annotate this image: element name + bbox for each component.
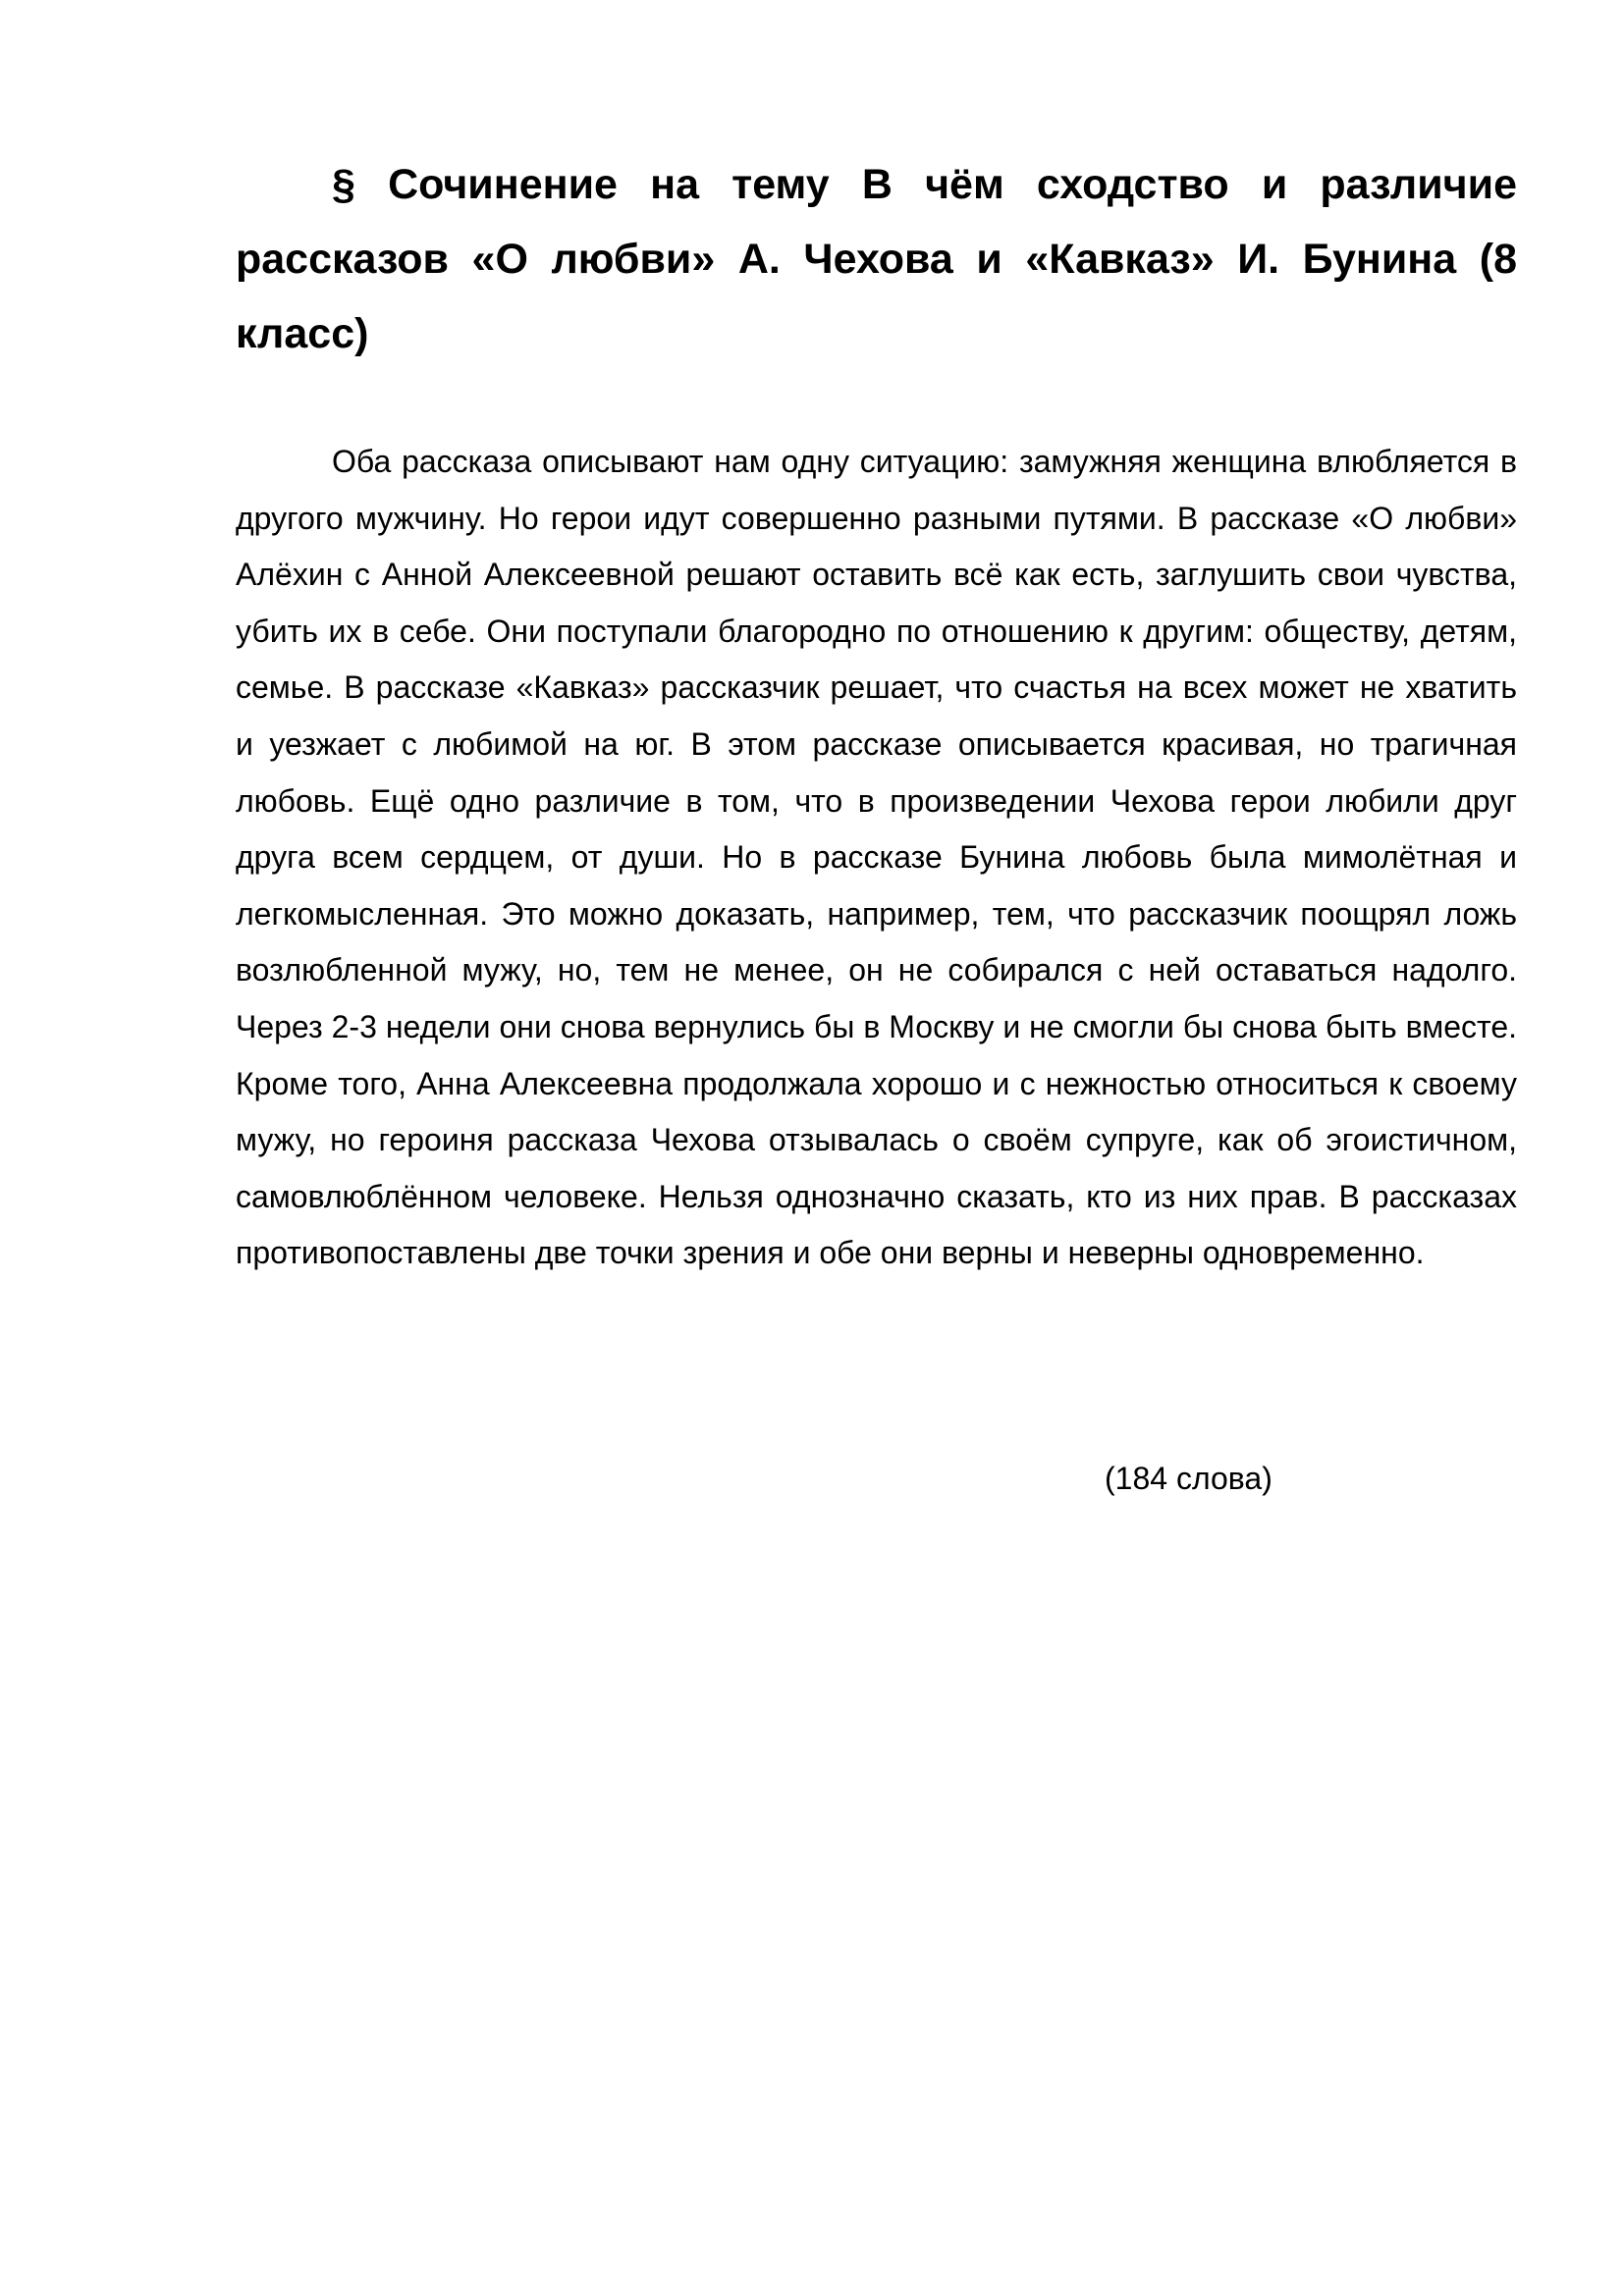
word-count: (184 слова) [1105, 1461, 1272, 1496]
essay-paragraph: Оба рассказа описывают нам одну ситуацию: замужняя женщина влюбляется в другого мужчину. Но герои идут совершенно разными путями. В рассказе «О любви» Алёхин с Анной Алексеевной решают оставить всё как есть, заглушить свои чувства, убить их в себе. Они поступали благородно по отношению к другим: обществу, детям, семье. В рассказе «Кавказ» рассказчик решает, что счастья на всех может не хватить и уезжает с любимой на юг. В этом рассказе описывается красивая, но трагичная любовь. Ещё одно различие в том, что в произведении Чехова герои любили друг друга всем сердцем, от души. Но в рассказе Бунина любовь была мимолётная и легкомысленная. Это можно доказать, например, тем, что рассказчик поощрял ложь возлюбленной мужу, но, тем не менее, он не собирался с ней оставаться надолго. Через 2-3 недели они снова вернулись бы в Москву и не смогли бы снова быть вместе. Кроме того, Анна Алексеевна продолжала хорошо и с нежностью относиться к своему мужу, но героиня рассказа Чехова отзывалась о своём супруге, как об эгоистичном, самовлюблённом человеке. Нельзя однозначно сказать, кто из них прав. В рассказах противопоставлены две точки зрения и обе они верны и неверны одновременно. [236, 444, 1517, 1271]
document-title: § Сочинение на тему В чём сходство и различие рассказов «О любви» А. Чехова и «Кавказ» И. Бунина (8 класс) [236, 161, 1517, 357]
